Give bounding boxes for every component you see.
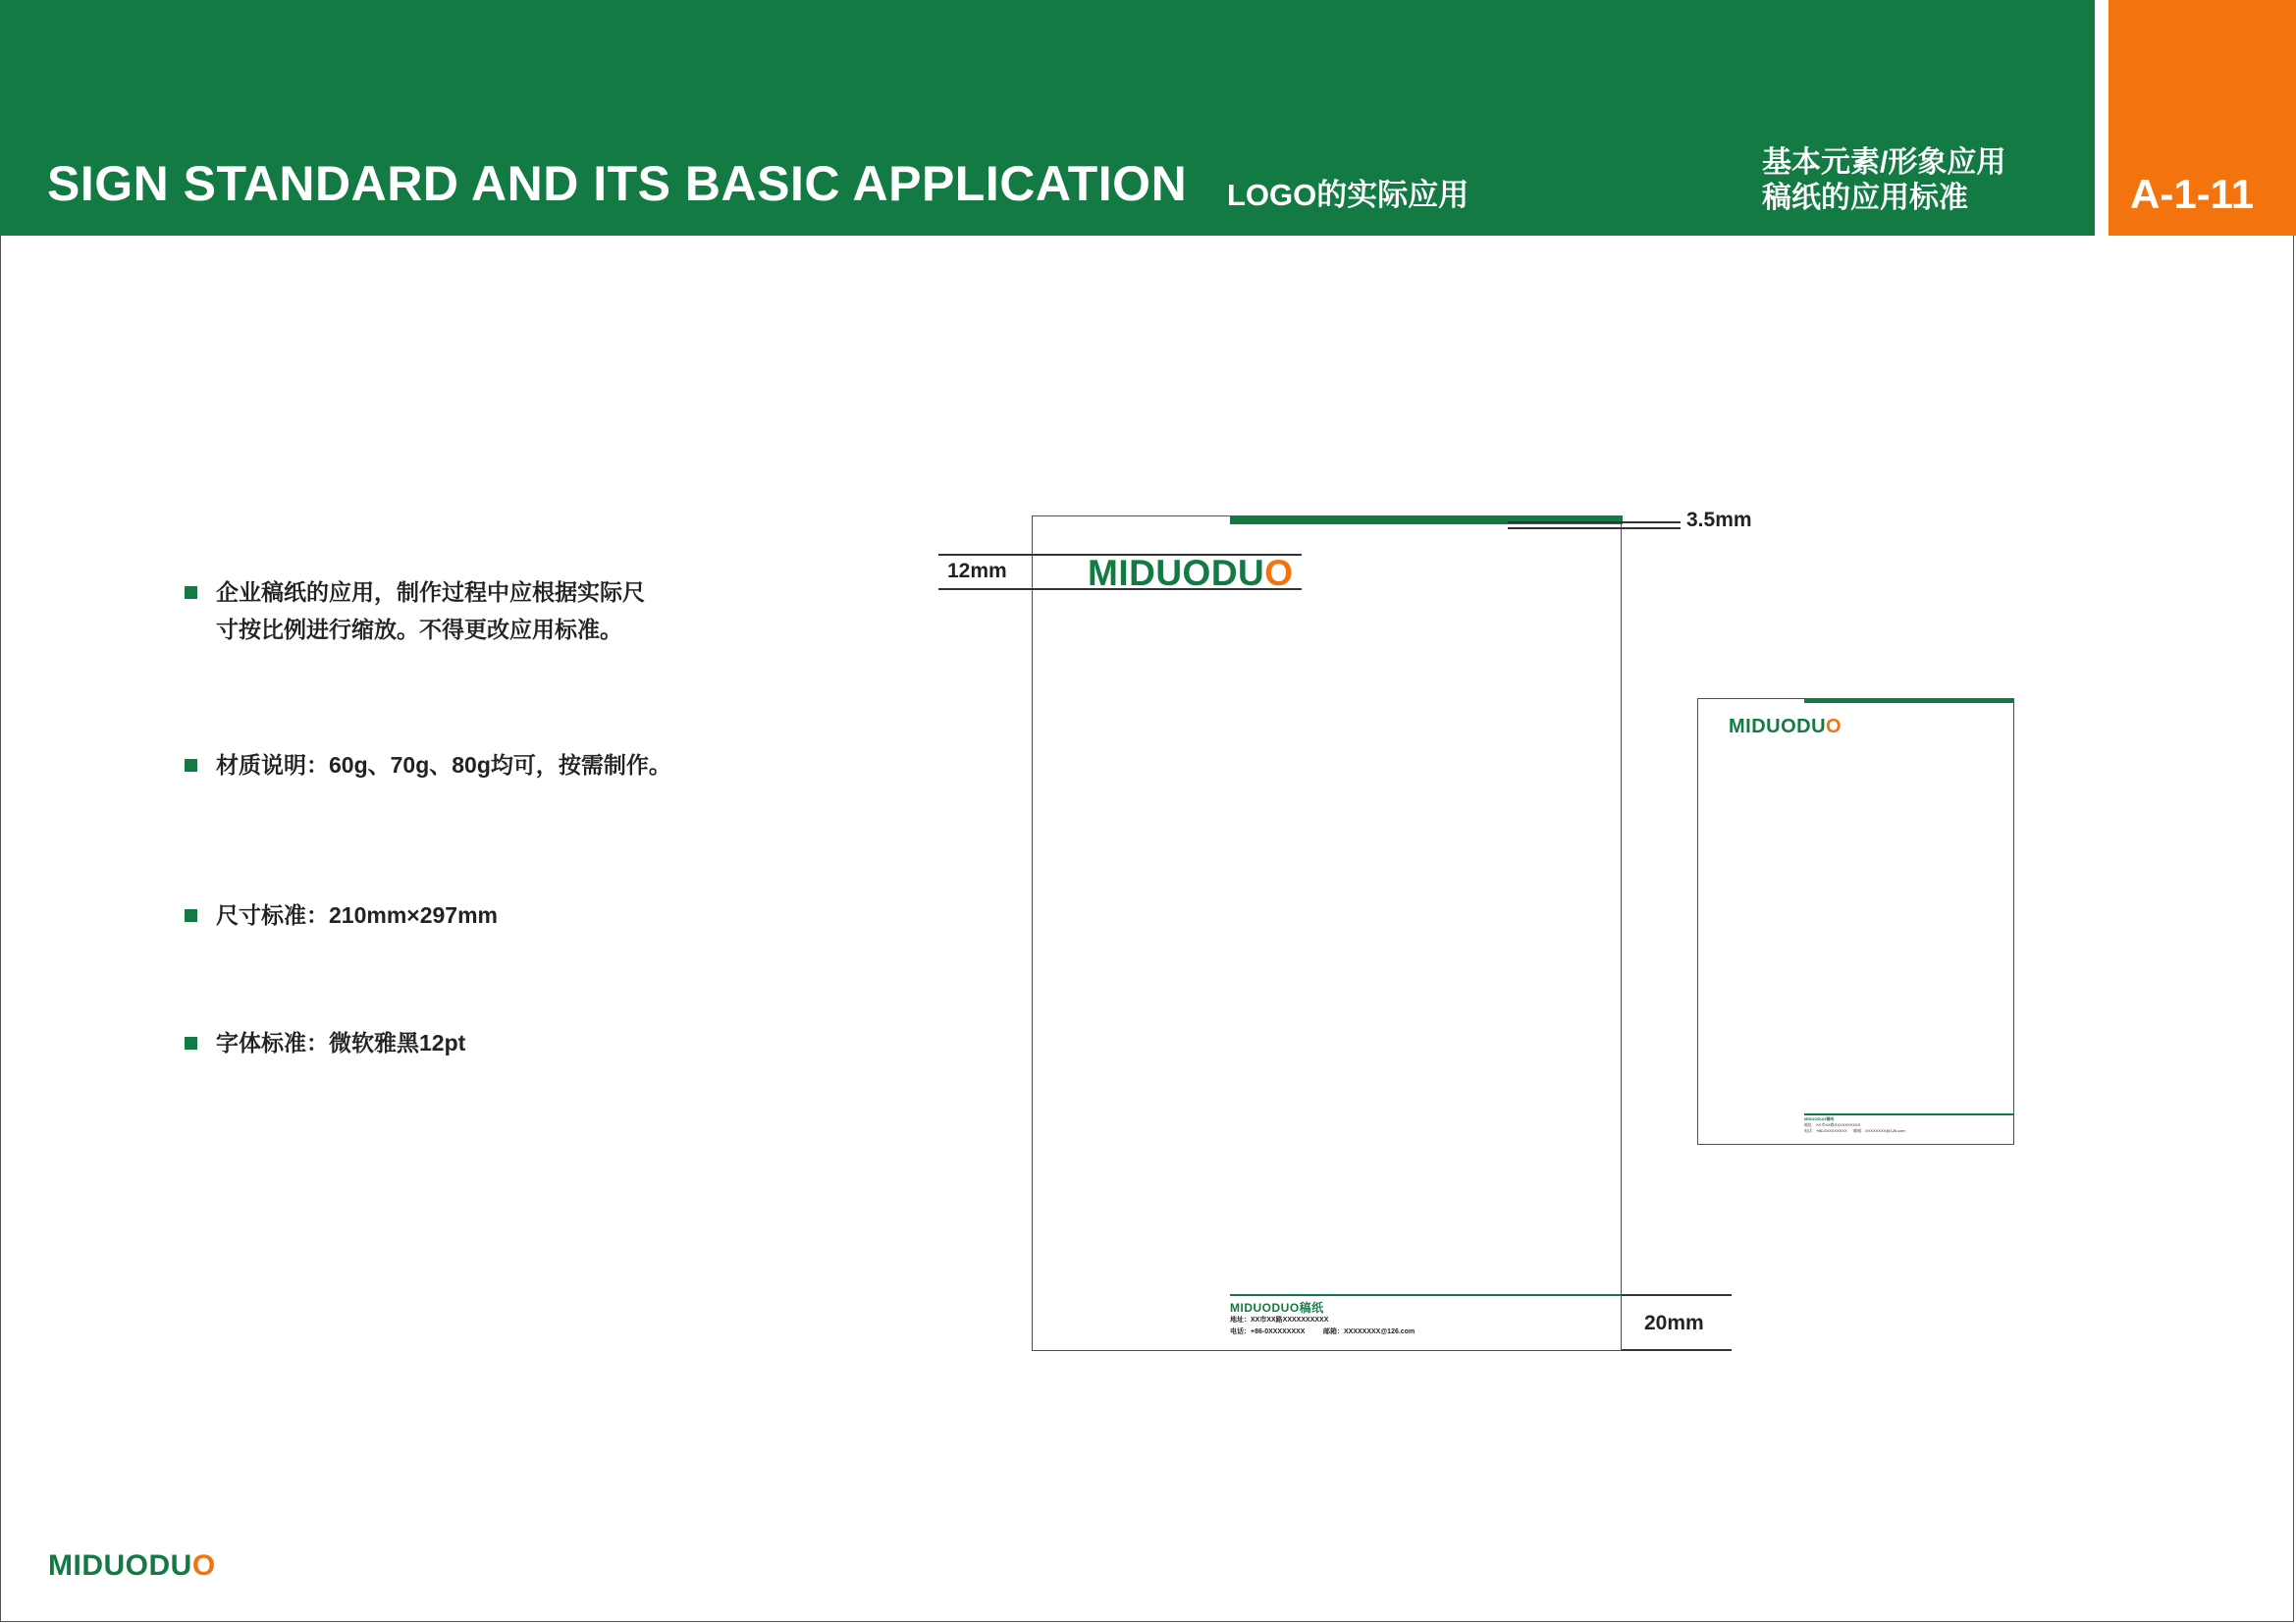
footer-phone: 电话：+86-0XXXXXXXX [1230,1328,1306,1335]
brand-logo: MIDUODUO [48,1549,216,1582]
bullet-square-icon [185,586,197,599]
small-logo: MIDUODUO [1729,716,1842,737]
title-english: SIGN STANDARD AND ITS BASIC APPLICATION [47,156,1188,211]
top-green-bar [1230,515,1623,524]
dimension-line [1622,1349,1732,1351]
bullet-usage-line1: 企业稿纸的应用，制作过程中应根据实际尺 [216,579,645,605]
top-green-bar-small [1804,698,2014,703]
bullet-size-text: 尺寸标准：210mm×297mm [216,902,498,928]
section-line-2: 稿纸的应用标准 [1762,182,1968,214]
small-footer-address: 地址：XX市XX路XXXXXXXXXX [1804,1122,1861,1127]
bullet-square-icon [185,759,197,772]
title-chinese: LOGO的实际应用 [1227,178,1469,212]
footer-green-line [1230,1294,1622,1296]
dimension-line [1508,527,1681,529]
dimension-line [1622,1294,1732,1296]
dim-top-bar: 3.5mm [1686,509,1752,531]
page-code: A-1-11 [2130,171,2255,217]
footer-address: 地址：XX市XX路XXXXXXXXXX [1230,1317,1329,1324]
small-footer-name: MIDUODUO稿纸 [1804,1116,1835,1121]
small-footer-email: 邮箱：XXXXXXXX@126.com [1853,1128,1905,1133]
bullet-material-text: 材质说明：60g、70g、80g均可，按需制作。 [216,752,671,778]
letterhead-large [1032,515,1622,1351]
bullet-square-icon [185,1037,197,1050]
section-title [1762,145,2005,216]
bullet-usage-line2: 寸按比例进行缩放。不得更改应用标准。 [216,617,622,642]
dimension-line [1508,521,1681,523]
bullet-square-icon [185,909,197,922]
bullet-font-text: 字体标准：微软雅黑12pt [216,1030,466,1056]
letterhead-logo: MIDUODUO [1088,553,1294,593]
footer-green-line-small [1804,1113,2014,1115]
small-footer-phone: 电话：+86-0XXXXXXXX [1804,1128,1847,1133]
letterhead-small [1697,698,2014,1145]
footer-company-name: MIDUODUO稿纸 [1230,1301,1324,1315]
section-line-1: 基本元素/形象应用 [1762,146,2006,179]
dim-logo-margin: 12mm [947,560,1007,582]
dim-footer-margin: 20mm [1644,1312,1704,1334]
footer-email: 邮箱：XXXXXXXX@126.com [1323,1328,1415,1335]
header-gap [2095,0,2109,236]
